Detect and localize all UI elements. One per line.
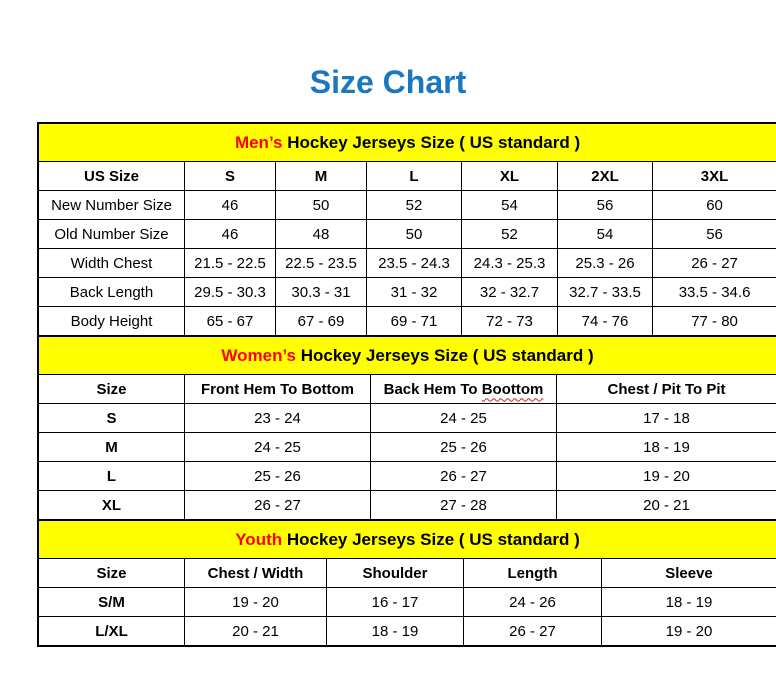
size-cell: 26 - 27 [371,462,557,491]
column-header: US Size [39,162,185,191]
size-cell: 54 [462,191,558,220]
size-cell: 56 [558,191,653,220]
size-cell: 54 [558,220,653,249]
size-cell: 19 - 20 [557,462,776,491]
size-cell: 26 - 27 [653,249,776,278]
row-label: Back Length [39,278,185,307]
column-header: XL [462,162,558,191]
youth-band-highlight: Youth [235,529,283,549]
size-cell: 52 [462,220,558,249]
column-header: 2XL [558,162,653,191]
size-cell: 26 - 27 [185,491,371,520]
size-cell: 18 - 19 [557,433,776,462]
table-row [39,191,776,220]
size-cell: 19 - 20 [602,617,776,646]
table-row [39,404,776,433]
row-label: Width Chest [39,249,185,278]
table-row [39,375,776,404]
column-header: Sleeve [602,559,776,588]
table-row [39,491,776,520]
row-label: XL [39,491,185,520]
mens-band-cell [39,124,776,162]
column-header: S [185,162,276,191]
size-cell: 77 - 80 [653,307,776,336]
size-cell: 20 - 21 [557,491,776,520]
size-cell: 21.5 - 22.5 [185,249,276,278]
column-header: Size [39,375,185,404]
column-header: M [276,162,367,191]
column-header: Chest / Pit To Pit [557,375,776,404]
youth-band-rest: Hockey Jerseys Size ( US standard ) [286,529,580,549]
table-row [39,588,776,617]
size-chart [37,122,776,647]
youth-section-band [39,521,776,559]
size-cell: 17 - 18 [557,404,776,433]
size-cell: 16 - 17 [327,588,464,617]
size-cell: 74 - 76 [558,307,653,336]
table-row [39,162,776,191]
size-cell: 65 - 67 [185,307,276,336]
row-label: S [39,404,185,433]
table-row [39,249,776,278]
size-cell: 22.5 - 23.5 [276,249,367,278]
table-row [39,433,776,462]
size-cell: 46 [185,220,276,249]
column-header-misspelled [371,375,557,404]
size-cell: 24.3 - 25.3 [462,249,558,278]
size-cell: 67 - 69 [276,307,367,336]
size-cell: 20 - 21 [185,617,327,646]
size-cell: 48 [276,220,367,249]
size-cell: 52 [367,191,462,220]
size-cell: 56 [653,220,776,249]
table-row [39,462,776,491]
size-cell: 31 - 32 [367,278,462,307]
size-cell: 18 - 19 [602,588,776,617]
back-hem-misspelled-word: Boottom [481,380,544,398]
size-cell: 25.3 - 26 [558,249,653,278]
row-label: New Number Size [39,191,185,220]
mens-band-highlight: Men’s [234,132,283,152]
size-cell: 19 - 20 [185,588,327,617]
column-header: Shoulder [327,559,464,588]
table-row [39,307,776,336]
youth-size-table [38,520,776,646]
womens-band-highlight: Women’s [221,345,296,365]
column-header: 3XL [653,162,776,191]
size-cell: 33.5 - 34.6 [653,278,776,307]
row-label: M [39,433,185,462]
size-cell: 30.3 - 31 [276,278,367,307]
size-cell: 46 [185,191,276,220]
womens-size-table [38,336,776,520]
column-header: Length [464,559,602,588]
size-cell: 69 - 71 [367,307,462,336]
size-cell: 32 - 32.7 [462,278,558,307]
size-cell: 23.5 - 24.3 [367,249,462,278]
size-cell: 60 [653,191,776,220]
column-header: Chest / Width [185,559,327,588]
table-row [39,220,776,249]
size-cell: 24 - 25 [185,433,371,462]
size-cell: 27 - 28 [371,491,557,520]
size-cell: 50 [276,191,367,220]
size-cell: 24 - 26 [464,588,602,617]
mens-section-band [39,124,776,162]
row-label: Body Height [39,307,185,336]
row-label: S/M [39,588,185,617]
table-row [39,278,776,307]
size-cell: 72 - 73 [462,307,558,336]
size-cell: 18 - 19 [327,617,464,646]
womens-band-cell [39,337,776,375]
womens-section-band [39,337,776,375]
size-cell: 26 - 27 [464,617,602,646]
youth-band-cell [39,521,776,559]
page-title: Size Chart [309,64,467,100]
row-label: L/XL [39,617,185,646]
mens-band-rest: Hockey Jerseys Size ( US standard ) [287,132,581,152]
table-row [39,617,776,646]
row-label: Old Number Size [39,220,185,249]
mens-size-table [38,123,776,336]
size-cell: 24 - 25 [371,404,557,433]
size-cell: 25 - 26 [371,433,557,462]
size-cell: 23 - 24 [185,404,371,433]
row-label: L [39,462,185,491]
size-cell: 50 [367,220,462,249]
column-header: Front Hem To Bottom [185,375,371,404]
womens-band-rest: Hockey Jerseys Size ( US standard ) [300,345,594,365]
size-cell: 29.5 - 30.3 [185,278,276,307]
column-header: L [367,162,462,191]
table-row [39,559,776,588]
column-header: Size [39,559,185,588]
back-hem-prefix: Back Hem To [383,380,478,398]
size-cell: 32.7 - 33.5 [558,278,653,307]
size-cell: 25 - 26 [185,462,371,491]
